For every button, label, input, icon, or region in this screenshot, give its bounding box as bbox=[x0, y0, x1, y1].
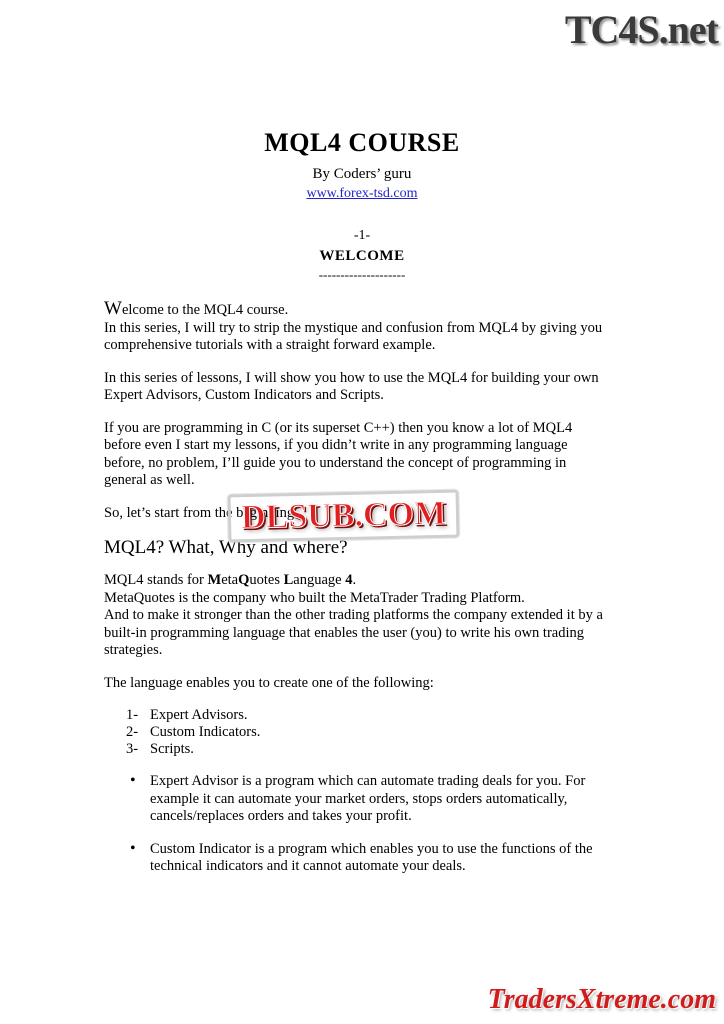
list-item-number: 3- bbox=[126, 741, 139, 757]
body-text bbox=[104, 300, 604, 891]
paragraph-welcome-rest: elcome to the MQL4 course. bbox=[121, 302, 289, 318]
bold-l: L bbox=[283, 572, 294, 588]
bold-4: 4 bbox=[345, 572, 353, 588]
bold-q: Q bbox=[238, 572, 250, 588]
text-anguage: anguage bbox=[293, 572, 346, 588]
list-item bbox=[104, 741, 604, 758]
list-item bbox=[104, 773, 604, 826]
paragraph-start: So, let’s start from the beginning. bbox=[104, 504, 298, 521]
list-item-label: Custom Indicators. bbox=[150, 724, 261, 740]
paragraph-welcome-line2: In this series, I will try to strip the mystique and confusion from MQL4 by giving you comprehensive tutorials with a straight forward example. bbox=[104, 319, 603, 353]
watermark-bottom-right: TradersXtreme.com bbox=[487, 984, 716, 1015]
website-link[interactable]: www.forex-tsd.com bbox=[306, 186, 418, 201]
section-heading: MQL4? What, Why and where? bbox=[104, 537, 348, 558]
dropcap-w: W bbox=[104, 298, 122, 319]
bullet-icon: • bbox=[130, 839, 136, 857]
paragraph-welcome bbox=[104, 300, 604, 355]
list-item-label: Expert Advisors. bbox=[150, 707, 248, 723]
byline: By Coders’ guru bbox=[312, 166, 412, 182]
list-item-label: Expert Advisor is a program which can automate trading deals for you. For example it can automate your market orders, stops orders automatically, cancels/replaces orders and takes your profit. bbox=[150, 773, 586, 824]
lesson-title: WELCOME bbox=[319, 248, 405, 264]
bullet-list bbox=[104, 773, 604, 876]
builtin-language-line: And to make it stronger than the other trading platforms the company extended it by a built-in programming language that enables the user (you) to write his own trading strategies. bbox=[104, 607, 603, 658]
metaquotes-line: MetaQuotes is the company who built the MetaTrader Trading Platform. bbox=[104, 589, 525, 606]
numbered-list bbox=[104, 707, 604, 758]
list-item bbox=[104, 841, 604, 876]
list-item-number: 2- bbox=[126, 724, 139, 740]
list-item-label: Custom Indicator is a program which enables you to use the functions of the technical indicators and it cannot automate your deals. bbox=[150, 840, 593, 874]
list-item bbox=[104, 707, 604, 724]
list-item bbox=[104, 724, 604, 741]
period: . bbox=[352, 572, 357, 588]
text-eta: eta bbox=[221, 572, 239, 588]
text-uotes: uotes bbox=[249, 572, 284, 588]
paragraph-c-background: If you are programming in C (or its superset C++) then you know a lot of MQL4 before even I start my lessons, if you didn’t write in any programming language before, no problem, I’ll guide you to understand the concept of programming in general as well. bbox=[104, 419, 573, 488]
list-item-label: Scripts. bbox=[150, 741, 194, 757]
lesson-number: -1- bbox=[353, 228, 371, 243]
website-link-wrap bbox=[0, 186, 724, 202]
paragraph-enables: The language enables you to create one of the following: bbox=[104, 674, 434, 691]
bullet-icon: • bbox=[130, 772, 136, 789]
watermark-top-right: TC4S.net bbox=[564, 7, 718, 52]
list-item-number: 1- bbox=[126, 707, 139, 723]
page-title: MQL4 COURSE bbox=[264, 128, 460, 157]
paragraph-mql4-meaning bbox=[104, 572, 604, 660]
divider-line: -------------------- bbox=[318, 267, 406, 282]
mql4-stands-for: MQL4 stands for bbox=[104, 572, 208, 588]
watermark-center: DLSUB.COM bbox=[228, 490, 460, 543]
bold-m: M bbox=[207, 572, 222, 588]
paragraph-series: In this series of lessons, I will show you how to use the MQL4 for building your own Expert Advisors, Custom Indicators and Scripts. bbox=[104, 369, 599, 403]
